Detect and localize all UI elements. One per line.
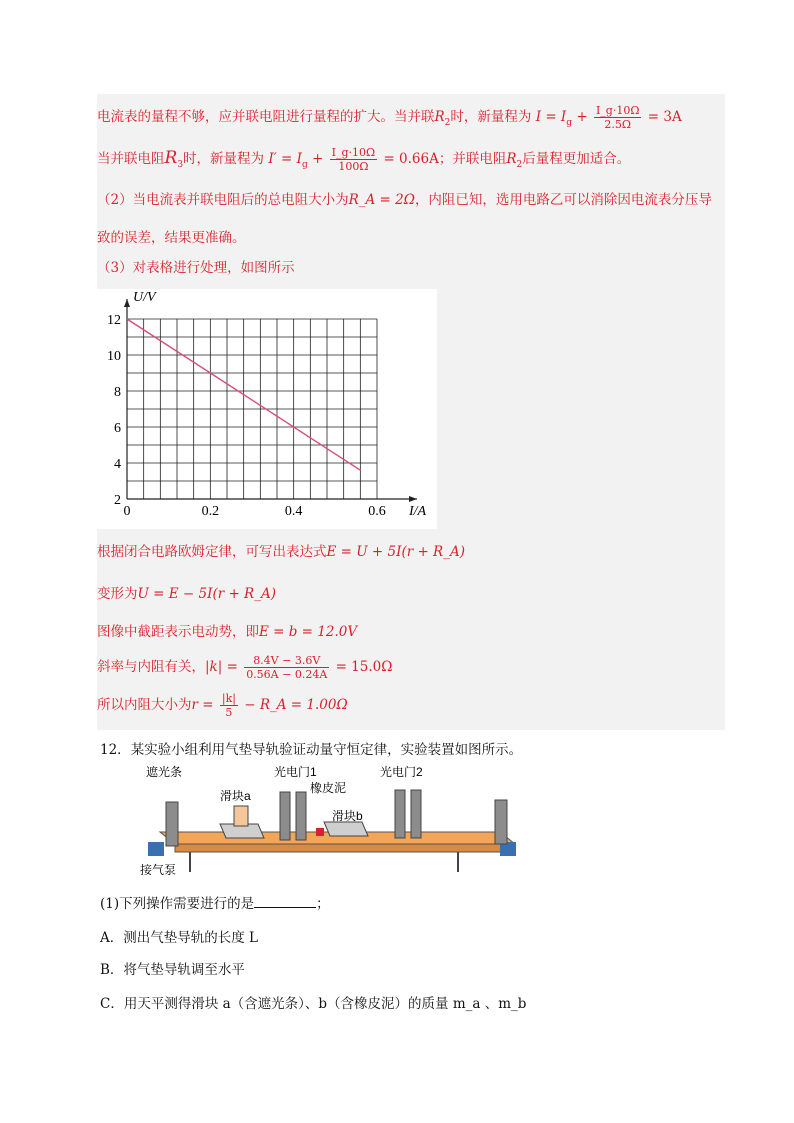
answer-line-3: （2）当电流表并联电阻后的总电阻大小为R_A = 2Ω，内阻已知，选用电路乙可以消除因电流表分压导 [97, 192, 712, 208]
y-tick-label: 10 [107, 349, 121, 364]
answer-blank[interactable] [254, 907, 316, 908]
option-b: B．将气垫导轨调至水平 [100, 962, 245, 978]
label-putty: 橡皮泥 [310, 781, 347, 795]
y-tick-label: 8 [114, 385, 121, 400]
question-12-stem: 12．某实验小组利用气垫导轨验证动量守恒定律，实验装置如图所示。 [100, 742, 523, 758]
answer-line-2: 当并联电阻$R_3$时，新量程为 $I' = I_g$ + $\frac{I\_g\cdot 10\Omega}{100\Omega}$ = 0.66A；并联电阻$R_2$后量程更加适合。 [97, 146, 631, 174]
x-tick-label: 0.2 [201, 504, 220, 519]
u-i-graph [97, 289, 437, 529]
answer-line-9: 斜率与内阻有关，|k| = $\frac{8.4V - 3.6V}{0.56A - 0.24A}$ = 15.0Ω [97, 654, 393, 682]
label-slider-a: 滑块a [220, 789, 251, 803]
sub-question-1: (1)下列操作需要进行的是 ； [100, 896, 330, 912]
answer-line-5: （3）对表格进行处理，如图所示 [97, 260, 295, 276]
label-gate2: 光电门2 [380, 765, 423, 779]
slider-b [324, 822, 368, 836]
right-end-block [495, 800, 507, 844]
y-tick-label: 6 [114, 421, 121, 436]
answer-line-1: 电流表的量程不够，应并联电阻进行量程的扩大。当并联$R_2$时，新量程为 $I = I_g$ + $\frac{I\_g\cdot 10\Omega}{2.5\Omega}$ = 3A [97, 104, 682, 132]
left-foot [148, 842, 164, 856]
putty [316, 828, 324, 836]
label-shade: 遮光条 [146, 765, 183, 779]
photogate-2-b [411, 790, 421, 838]
photogate-1 [280, 792, 290, 840]
left-end-block [166, 802, 178, 846]
label-slider-b: 滑块b [332, 809, 363, 823]
label-gate1: 光电门1 [274, 765, 317, 779]
option-c: C．用天平测得滑块 a（含遮光条）、b（含橡皮泥）的质量 m_a 、m_b [100, 996, 527, 1012]
x-tick-label: 0 [123, 504, 131, 519]
y-tick-label: 4 [114, 457, 121, 472]
answer-line-7: 变形为U = E − 5I(r + R_A) [97, 586, 276, 602]
x-tick-label: 0.6 [368, 504, 386, 519]
answer-line-8: 图像中截距表示电动势，即E = b = 12.0V [97, 624, 358, 640]
x-axis-label: I/A [409, 504, 427, 519]
label-pump: 接气泵 [140, 863, 177, 877]
answer-line-6: 根据闭合电路欧姆定律，可写出表达式E = U + 5I(r + R_A) [97, 544, 465, 560]
answer-line-4: 致的误差，结果更准确。 [97, 230, 246, 246]
y-tick-label: 12 [107, 313, 121, 328]
x-tick-label: 0.4 [284, 504, 303, 519]
air-track-side [175, 844, 515, 852]
photogate-1-b [296, 792, 306, 840]
option-a: A．测出气垫导轨的长度 L [100, 930, 259, 946]
y-axis-label: U/V [133, 290, 156, 305]
shade-strip [234, 806, 248, 826]
answer-block [97, 94, 725, 730]
y-tick-label: 2 [114, 493, 121, 508]
air-track-diagram [140, 762, 530, 882]
photogate-2 [395, 790, 405, 838]
answer-line-10: 所以内阻大小为r = $\frac{|k|}{5}$ − R_A = 1.00Ω [97, 692, 348, 720]
